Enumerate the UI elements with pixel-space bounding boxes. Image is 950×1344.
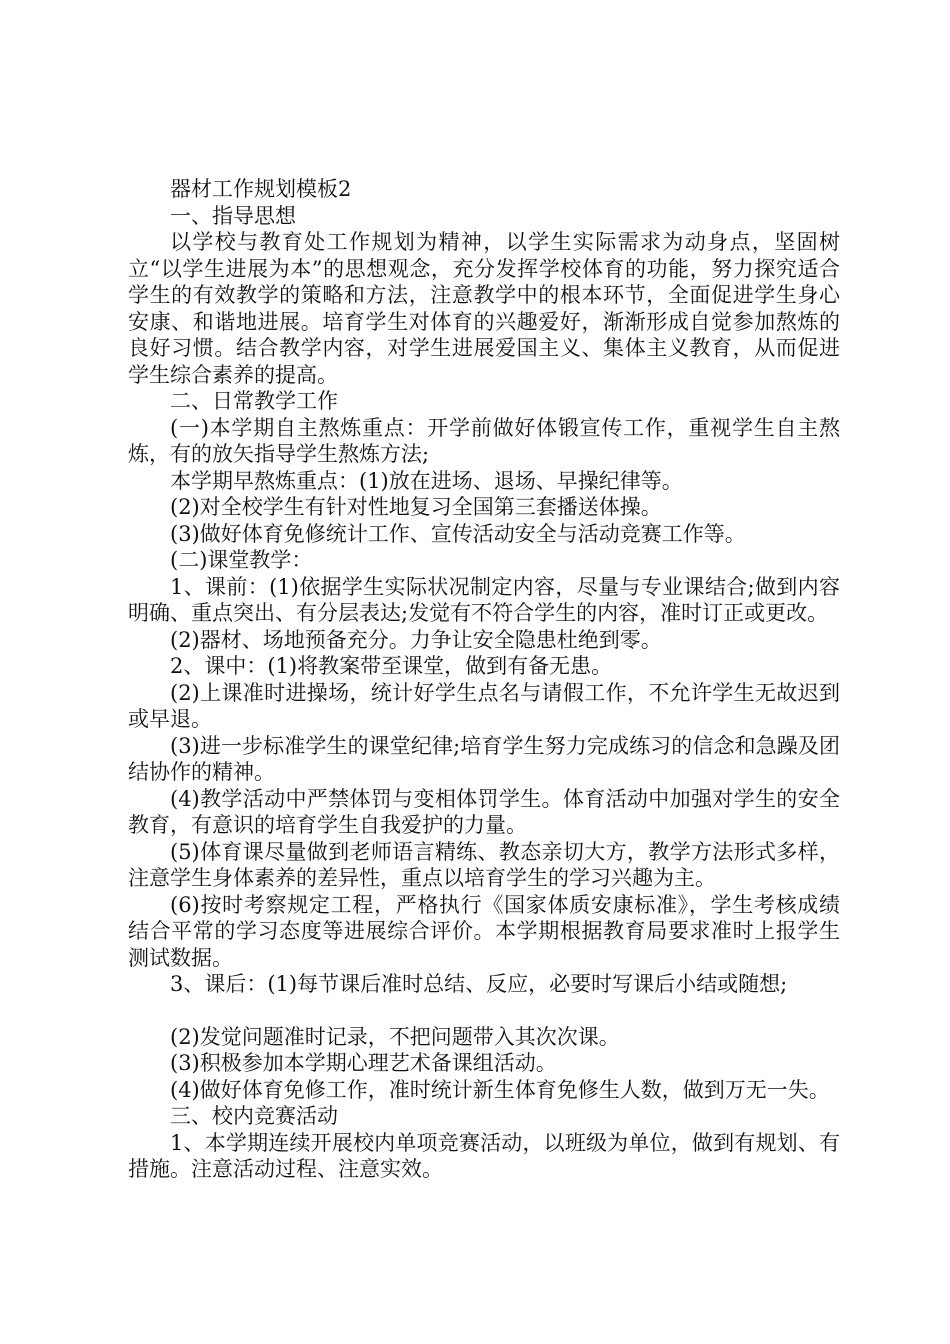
paragraph: (3)积极参加本学期心理艺术备课组活动。 [170,1051,557,1075]
document-title: 器材工作规划模板2 [170,177,352,201]
section-heading: 三、校内竞赛活动 [170,1104,338,1128]
paragraph: (4)教学活动中严禁体罚与变相体罚学生。体育活动中加强对学生的安全教育，有意识的培育学生自我爱护的力量。 [128,786,840,837]
paragraph: (2)器材、场地预备充分。力争让安全隐患杜绝到零。 [170,627,662,652]
paragraph: 本学期早熬炼重点：(1)放在进场、退场、早操纪律等。 [170,468,683,493]
paragraph: (2)上课准时进操场，统计好学生点名与请假工作，不允许学生无故迟到或早退。 [128,680,840,731]
paragraph: (4)做好体育免修工作，准时统计新生体育免修生人数，做到万无一失。 [170,1077,830,1102]
paragraph: (3)进一步标准学生的课堂纪律;培育学生努力完成练习的信念和急躁及团结协作的精神。 [128,733,840,784]
section-heading: 二、日常教学工作 [170,389,338,413]
paragraph: (3)做好体育免修统计工作、宣传活动安全与活动竞赛工作等。 [170,521,746,546]
section-heading: 一、指导思想 [170,203,296,228]
paragraph: (2)发觉问题准时记录，不把问题带入其次次课。 [170,1024,620,1049]
paragraph: (一)本学期自主熬炼重点：开学前做好体锻宣传工作，重视学生自主熬炼，有的放矢指导学生熬炼方法; [128,415,840,466]
paragraph: 2、课中：(1)将教案带至课堂，做到有备无患。 [170,654,613,678]
paragraph: (2)对全校学生有针对性地复习全国第三套播送体操。 [170,495,662,519]
paragraph: 1、本学期连续开展校内单项竞赛活动，以班级为单位，做到有规划、有措施。注意活动过程、注意实效。 [128,1130,840,1181]
paragraph: 以学校与教育处工作规划为精神，以学生实际需求为动身点，坚固树立“以学生进展为本”的思想观念，充分发挥学校体育的功能，努力探究适合学生的有效教学的策略和方法，注意教学中的根本环节，全面促进学生身心安康、和谐地进展。培育学生对体育的兴趣爱好，渐渐形成自觉参加熬炼的良好习惯。结合教学内容，对学生进展爱国主义、集体主义教育，从而促进学生综合素养的提高。 [128,230,840,387]
paragraph: (5)体育课尽量做到老师语言精练、教态亲切大方，教学方法形式多样，注意学生身体素养的差异性，重点以培育学生的学习兴趣为主。 [128,839,840,890]
paragraph: 1、课前：(1)依据学生实际状况制定内容，尽量与专业课结合;做到内容明确、重点突出、有分层表达;发觉有不符合学生的内容，准时订正或更改。 [128,574,840,625]
subsection-heading: (二)课堂教学： [170,548,313,572]
paragraph: 3、课后：(1)每节课后准时总结、反应，必要时写课后小结或随想; [170,972,788,996]
document-body [128,176,840,1183]
paragraph: (6)按时考察规定工程，严格执行《国家体质安康标准》，学生考核成绩结合平常的学习态度等进展综合评价。本学期根据教育局要求准时上报学生测试数据。 [128,892,840,970]
